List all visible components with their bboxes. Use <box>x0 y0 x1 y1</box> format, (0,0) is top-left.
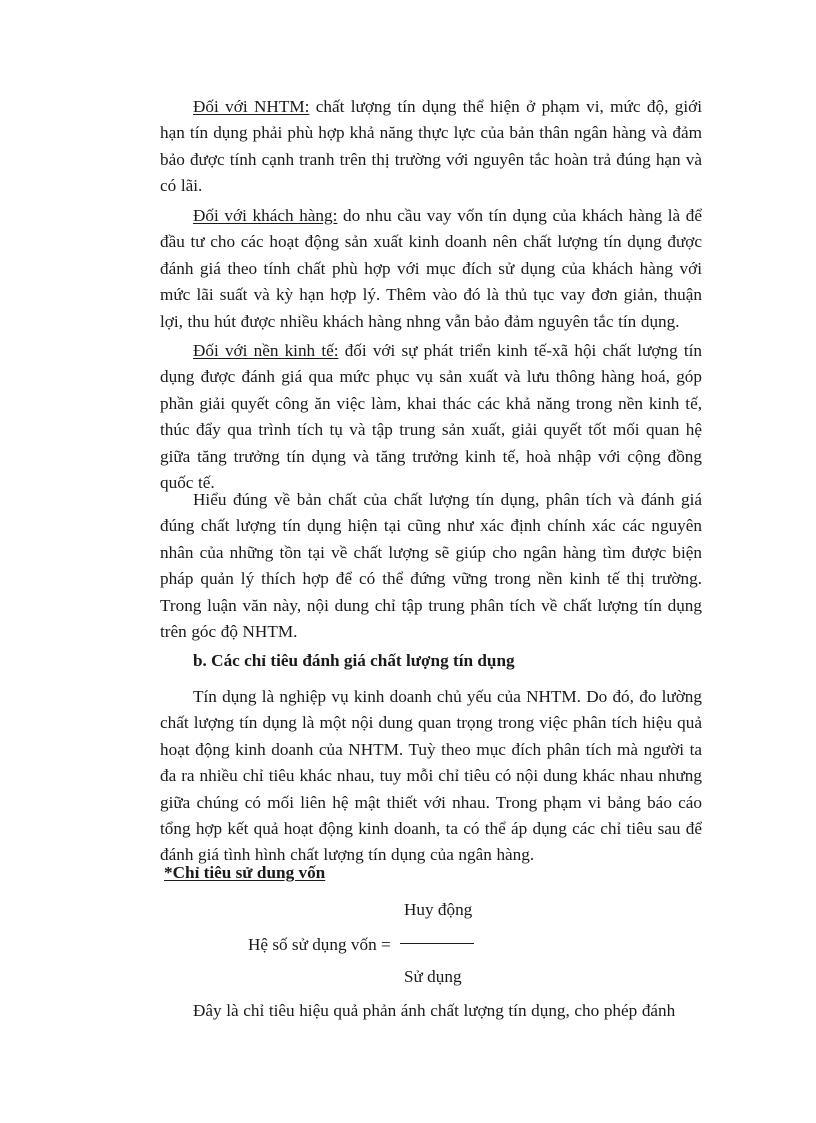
paragraph-understanding: Hiểu đúng về bản chất của chất lượng tín dụng, phân tích và đánh giá đúng chất lượng tín dụng hiện tại cũng như xác định chính xác các nguyên nhân của những tồn tại về chất lượng sẽ giúp cho ngân hàng tìm được biện pháp quản lý thích hợp để có thể đứng vững trong nền kinh tế thị trường. Trong luận văn này, nội dung chỉ tập trung phân tích về chất lượng tín dụng trên góc độ NHTM. <box>160 490 702 642</box>
paragraph-text: đối với sự phát triển kinh tế-xã hội chất lượng tín dụng được đánh giá qua mức phục vụ sản xuất và lưu thông hàng hoá, góp phần giải quyết công ăn việc làm, khai thác các khả năng trong nền kinh tế, thúc đẩy qua trình tích tụ và tập trung sản xuất, giải quyết tốt mối quan hệ giữa tăng trưởng tín dụng và tăng trưởng kinh tế, hoà nhập với cộng đồng quốc tế. <box>160 341 702 493</box>
paragraph-economy <box>160 338 702 496</box>
formula-label: Hệ số sử dụng vốn = <box>248 935 391 954</box>
formula-denominator: Sử dụng <box>404 967 462 986</box>
paragraph-credit: Tín dụng là nghiệp vụ kinh doanh chủ yếu của NHTM. Do đó, đo lường chất lượng tín dụng là một nội dung quan trọng trong việc phân tích hiệu quả hoạt động kinh doanh của NHTM. Tuỳ theo mục đích phân tích mà người ta đa ra nhiều chỉ tiêu khác nhau, tuy mỗi chỉ tiêu có nội dung khác nhau nhưng giữa chúng có mối liên hệ mật thiết với nhau. Trong phạm vi bảng báo cáo tổng hợp kết quả hoạt động kinh doanh, ta có thể áp dụng các chỉ tiêu sau để đánh giá tình hình chất lượng tín dụng của ngân hàng. <box>160 687 702 865</box>
paragraph-nhtm <box>160 94 702 200</box>
paragraph-lead: Đối với khách hàng: <box>193 206 338 225</box>
paragraph-text: do nhu cầu vay vốn tín dụng của khách hàng là để đầu tư cho các hoạt động sản xuất kinh doanh nên chất lượng tín dụng được đánh giá theo tính chất phù hợp với mục đích sử dụng của khách hàng với mức lãi suất và kỳ hạn hợp lý. Thêm vào đó là thủ tục vay đơn giản, thuận lợi, thu hút được nhiều khách hàng nhng vẫn bảo đảm nguyên tắc tín dụng. <box>160 206 702 331</box>
section-heading: b. Các chỉ tiêu đánh giá chất lượng tín dụng <box>193 651 515 670</box>
formula-numerator: Huy động <box>404 900 473 919</box>
paragraph-customer <box>160 203 702 335</box>
paragraph-lead: Đối với NHTM: <box>193 97 310 116</box>
paragraph-closing: Đây là chỉ tiêu hiệu quả phản ánh chất lượng tín dụng, cho phép đánh <box>193 1001 676 1020</box>
indicator-heading: *Chỉ tiêu sử dung vốn <box>164 863 326 882</box>
fraction-bar <box>400 943 474 944</box>
paragraph-text: chất lượng tín dụng thể hiện ở phạm vi, mức độ, giới hạn tín dụng phải phù hợp khả năng thực lực của bản thân ngân hàng và đảm bảo được tính cạnh tranh trên thị trường với nguyên tắc hoàn trả đúng hạn và có lãi. <box>160 97 702 196</box>
paragraph-lead: Đối với nền kinh tế: <box>193 341 339 360</box>
